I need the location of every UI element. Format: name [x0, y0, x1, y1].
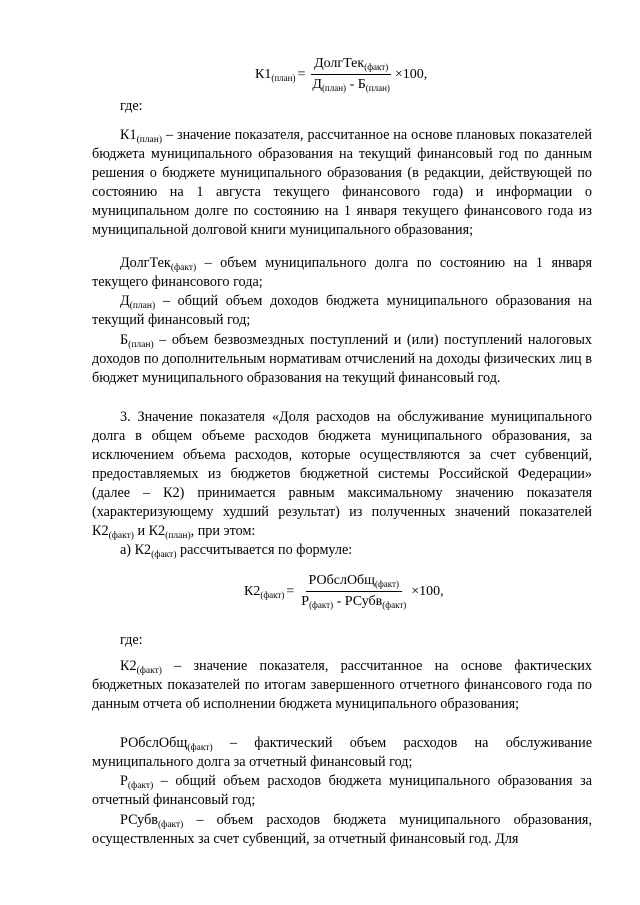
definition-k2-fact: $К2_{(факт)}$ – значение показателя, рассчитанное на основе фактических бюджетных показателей по итогам завершенного отчетного финансового года по данным отчета об исполнении бюджета муниципального образования;: [92, 658, 592, 712]
formula-lhs: $К1_{(план)}$: [255, 66, 296, 83]
where-label: где:: [120, 98, 143, 114]
formula-fraction: $\frac{ДолгТек_{(факт)}}{Д_{(план)} - Б_{(план)}}$: [312, 56, 390, 93]
formula-fraction: $\frac{РОбслОбщ_{(факт)}}{Р_{(факт)} - РСубв_{(факт)}}$: [301, 573, 407, 610]
formula-lhs: $К2_{(факт)}$: [244, 583, 285, 600]
formula-k1-plan: $К1_{(план)}$ = $\frac{ДолгТек_{(факт)}}{Д_{(план)} - Б_{(план)}}$ ×100,: [255, 56, 428, 93]
definition-b-plan: $Б_{(план)}$ – объем безвозмездных поступлений и (или) поступлений налоговых доходов по дополнительным нормативам отчислений на доходы физических лиц в бюджет муниципального образования на текущий финансовый год.: [92, 332, 592, 386]
definition-d-plan: $Д_{(план)}$ – общий объем доходов бюджета муниципального образования на текущий финансовый год;: [92, 293, 592, 328]
paragraph-item-3: 3. Значение показателя «Доля расходов на обслуживание муниципального долга в общем объеме расходов бюджета муниципального образования, за исключением объема расходов, которые осуществляются за счет субвенций, предоставляемых из бюджетов бюджетной системы Российской Федерации» (далее – К2) принимается равным максимальному значению показателя (характеризующему худший результат) из полученных значений показателей $К2_{(факт)}$ и $К2_{(план)}$, при этом:: [92, 409, 592, 541]
definition-k1-plan: $К1_{(план)}$ – значение показателя, рассчитанное на основе плановых показателей бюджета муниципального образования на текущий финансовый год по данным решения о бюджете муниципального образования (в редакции, действующей по состоянию на 1 августа текущего финансового года) и информации о муниципальном долге по состоянию на 1 января текущего финансового года из муниципальной долговой книги муниципального образования;: [92, 127, 592, 238]
definition-robslobshch: РОбслОбщ$_{(факт)}$ – фактический объем расходов на обслуживание муниципального долга за отчетный финансовый год;: [92, 735, 592, 770]
definition-rsubv-fact: РСубв$_{(факт)}$ – объем расходов бюджета муниципального образования, осуществленных за счет субвенций, за отчетный финансовый год. Для: [92, 812, 592, 847]
formula-k2-fact: $К2_{(факт)}$ = $\frac{РОбслОбщ_{(факт)}}{Р_{(факт)} - РСубв_{(факт)}}$ ×100,: [244, 573, 444, 610]
where-label: где:: [120, 632, 143, 648]
definition-dolgtek: ДолгТек$_{(факт)}$ – объем муниципального долга по состоянию на 1 января текущего финансового года;: [92, 255, 592, 290]
definition-r-fact: $Р_{(факт)}$ – общий объем расходов бюджета муниципального образования за отчетный финансовый год;: [92, 773, 592, 808]
paragraph-item-a: а) $К2_{(факт)}$ рассчитывается по формуле:: [120, 542, 353, 560]
